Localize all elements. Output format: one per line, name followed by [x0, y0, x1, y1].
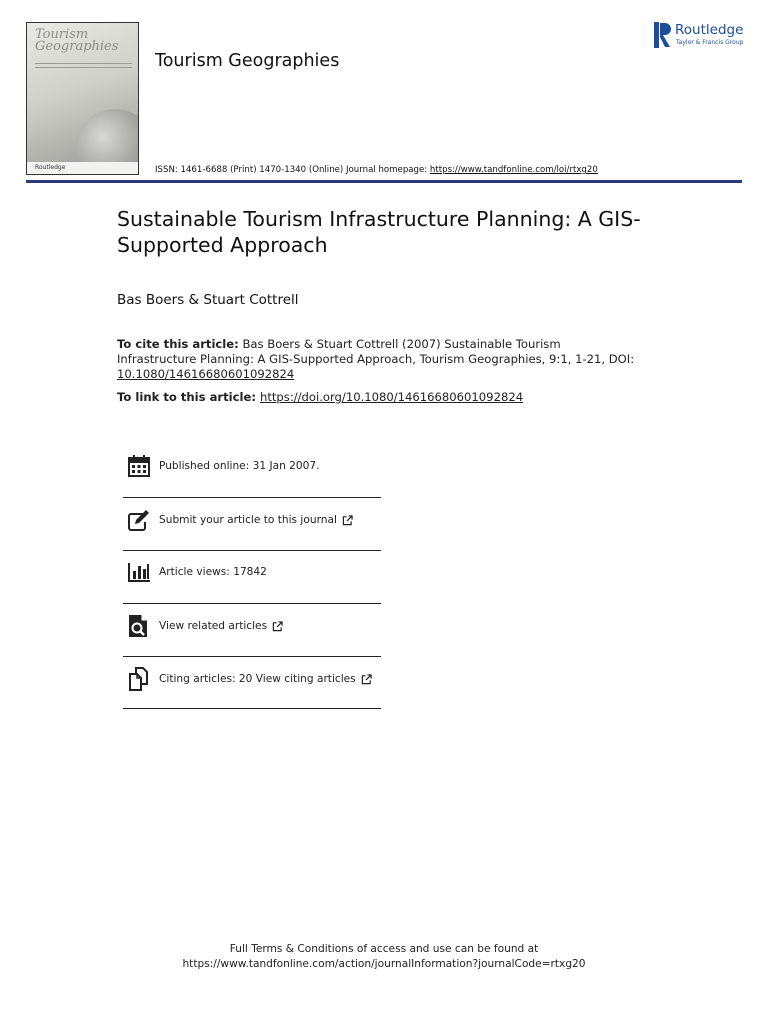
link-label: To link to this article:: [117, 390, 256, 404]
citation-block: [117, 337, 637, 382]
article-views-text: Article views: 17842: [159, 566, 267, 578]
search-document-icon: [127, 614, 151, 638]
article-link-line: [117, 390, 523, 404]
terms-footer: [0, 942, 768, 972]
calendar-icon: [127, 454, 151, 478]
row-divider: [123, 656, 381, 657]
row-divider: [123, 497, 381, 498]
row-divider: [123, 603, 381, 604]
citing-articles-row[interactable]: [123, 666, 381, 692]
header-divider: [26, 180, 742, 183]
article-views-row: [123, 559, 381, 585]
cover-title: Tourism Geographies: [35, 27, 119, 54]
journal-homepage-link[interactable]: https://www.tandfonline.com/loi/rtxg20: [429, 165, 598, 175]
routledge-logo-icon: [654, 22, 672, 48]
external-link-icon: [272, 621, 283, 632]
edit-icon: [127, 508, 151, 532]
cite-doi-link[interactable]: 10.1080/14616680601092824: [117, 367, 295, 381]
published-row: [123, 453, 381, 479]
article-title: Sustainable Tourism Infrastructure Planning: A GIS-Supported Approach: [117, 207, 641, 257]
article-authors: Bas Boers & Stuart Cottrell: [117, 292, 299, 308]
cite-label: To cite this article:: [117, 337, 239, 351]
publisher-logo-subtext: Taylor & Francis Group: [676, 39, 744, 46]
terms-url[interactable]: https://www.tandfonline.com/action/journalInformation?journalCode=rtxg20: [182, 958, 586, 970]
cover-subtitle-rule: [35, 63, 132, 68]
publisher-logo-text: Routledge: [675, 22, 744, 38]
article-doi-link[interactable]: https://doi.org/10.1080/14616680601092824: [259, 390, 524, 404]
submit-article-link[interactable]: Submit your article to this journal: [159, 514, 337, 526]
cover-publisher: Routledge: [27, 162, 138, 174]
submit-article-row[interactable]: [123, 507, 381, 533]
documents-icon: [127, 667, 151, 691]
row-divider: [123, 550, 381, 551]
external-link-icon: [342, 515, 353, 526]
citing-articles-link[interactable]: Citing articles: 20 View citing articles: [159, 673, 356, 685]
related-articles-row[interactable]: [123, 613, 381, 639]
journal-name: Tourism Geographies: [155, 51, 340, 71]
related-articles-link[interactable]: View related articles: [159, 620, 268, 632]
journal-cover-image: [26, 22, 139, 175]
issn-line: ISSN: 1461-6688 (Print) 1470-1340 (Online) Journal homepage: https://www.tandfonline.com/loi/rtxg20: [155, 165, 598, 175]
bar-chart-icon: [127, 560, 151, 584]
external-link-icon: [361, 674, 372, 685]
row-divider: [123, 708, 381, 709]
published-text: Published online: 31 Jan 2007.: [159, 460, 320, 472]
terms-line: Full Terms & Conditions of access and use can be found at: [229, 943, 539, 955]
cite-text: Bas Boers & Stuart Cottrell (2007) Sustainable Tourism Infrastructure Planning: A GIS-Supported Approach, Tourism Geographies, 9:1, 1-21, DOI:: [117, 337, 635, 366]
